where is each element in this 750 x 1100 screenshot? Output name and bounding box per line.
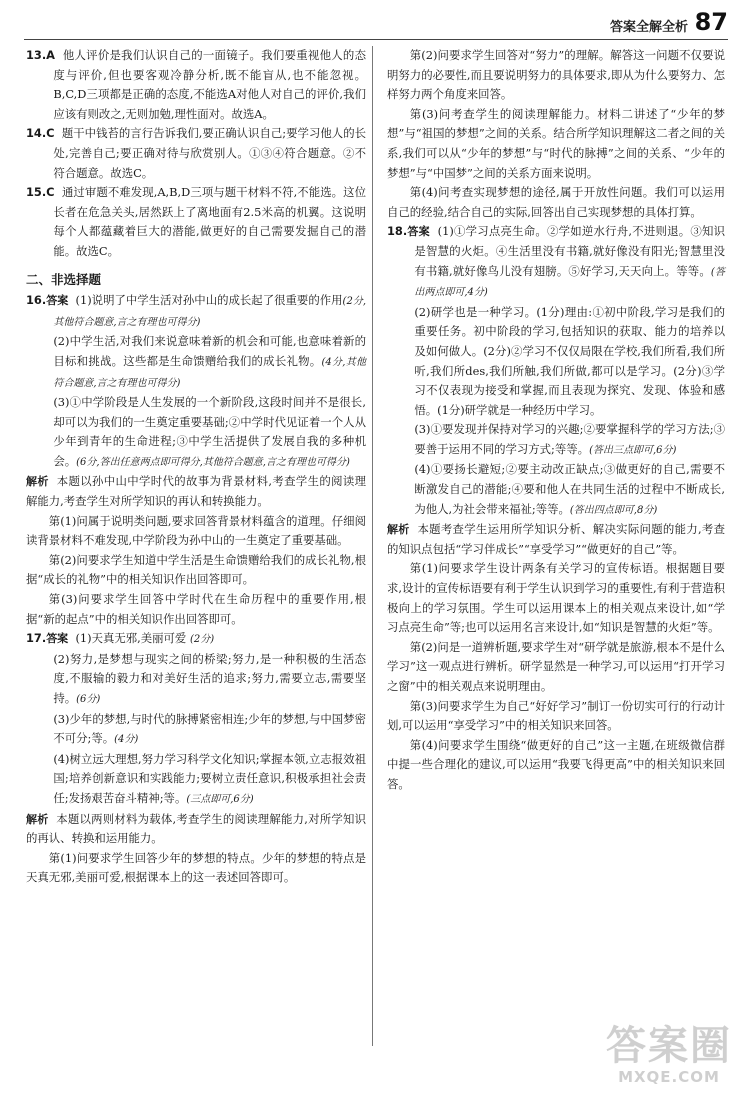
q17-analysis-p1: 第(1)问要求学生回答少年的梦想的特点。少年的梦想的特点是天真无邪,美丽可爱,根据课本上的这一表述回答即可。 <box>26 850 366 885</box>
q18-answer-1: 18.答案 (1)①学习点亮生命。②学如逆水行舟,不进则退。③知识是智慧的火炬。④生活里没有书籍,就好像没有阳光;智慧里没有书籍,就好像鸟儿没有翅膀。⑤好学习,天天向上。等等。(答出两点即可,4分) <box>387 224 726 299</box>
q18-analysis-p1: 第(1)问要求学生设计两条有关学习的宣传标语。根据题目要求,设计的宣传标语要有利于学生认识到学习的重要性,有利于营造积极向上的学习氛围。学生可以运用课本上的相关观点来设计,如“学习点亮生命”等;也可以运用名言来设计,如“知识是智慧的火炬”等。 <box>387 561 725 635</box>
watermark-logo-text: 答案圈 <box>606 1023 732 1069</box>
q17-answer-4: (4)树立远大理想,努力学习科学文化知识;掌握本领,立志报效祖国;培养创新意识和实践能力;要树立责任意识,积极承担社会责任;发扬艰苦奋斗精神;等。(三点即可,6分) <box>53 751 366 805</box>
answer-15: 15.C 通过审题不难发现,A,B,D三项与题干材料不符,不能选。这位长者在危急关头,居然跃上了离地面有2.5米高的机翼。这说明每个人都蕴藏着巨大的潜能,做更好的自己需要发掘自己的潜能。故选C。 <box>26 185 366 258</box>
q17-analysis: 解析 本题以两则材料为载体,考查学生的阅读理解能力,对所学知识的再认、转换和运用能力。 <box>26 811 366 846</box>
page-number: 87 <box>694 8 728 36</box>
watermark-url: MXQE.COM <box>618 1068 720 1086</box>
q18-analysis-p2: 第(2)问是一道辨析题,要求学生对“研学就是旅游,根本不是什么学习”这一观点进行辨析。研学显然是一种学习,可以运用“打开学习之窗”中的相关观点来说明理由。 <box>387 639 725 693</box>
q18-analysis-p4: 第(4)问要求学生围绕“做更好的自己”这一主题,在班级微信群中提一些合理化的建议,可以运用“我要飞得更高”中的相关知识来回答。 <box>387 737 725 791</box>
header-rule <box>24 39 728 40</box>
q18-analysis: 解析 本题考查学生运用所学知识分析、解决实际问题的能力,考查的知识点包括“学习伴成长”“享受学习”“做更好的自己”等。 <box>387 522 726 556</box>
section-title: 二、非选择题 <box>26 271 102 287</box>
header-title: 答案全解全析 <box>609 20 688 35</box>
q17-answer-2: (2)努力,是梦想与现实之间的桥梁;努力,是一种积极的生活态度,不服输的毅力和对美好生活的追求;努力,需要立志,需要坚持。(6分) <box>53 651 366 705</box>
q18-analysis-p3: 第(3)问要求学生为自己“好好学习”制订一份切实可行的行动计划,可以运用“享受学习”中的相关知识来回答。 <box>387 698 725 733</box>
q17-analysis-p4: 第(4)问考查实现梦想的途径,属于开放性问题。我们可以运用自己的经验,结合自己的实际,回答出自己实现梦想的具体打算。 <box>387 185 725 219</box>
q16-answer-3: (3)①中学阶段是人生发展的一个新阶段,这段时间并不是很长,却可以为我们的一生奠定重要基础;②中学时代见证着一个人从少年到青年的生命进程;③中学生活提供了发展自我的多种机会。(6分,答出任意两点即可得分,其他符合题意,言之有理也可得分) <box>53 395 366 468</box>
q16-analysis-p2: 第(2)问要求学生知道中学生活是生命馈赠给我们的成长礼物,根据“成长的礼物”中的相关知识作出回答即可。 <box>26 552 366 587</box>
page-header <box>0 0 750 40</box>
q17-answer-1: 17.答案 (1)天真无邪,美丽可爱 (2分) <box>26 631 215 646</box>
q16-answer-2: (2)中学生活,对我们来说意味着新的机会和可能,也意味着新的目标和挑战。这些都是生命馈赠给我们的成长礼物。(4分,其他符合题意,言之有理也可得分) <box>53 334 366 389</box>
q17-analysis-p3: 第(3)问考查学生的阅读理解能力。材料二讲述了“少年的梦想”与“祖国的梦想”之间的关系。结合所学知识理解这二者之间的关系,我们可以从“少年的梦想”与“时代的脉搏”之间的关系、“少年的梦想”与“中国梦”之间的关系方面来说明。 <box>387 106 725 180</box>
q16-analysis: 解析 本题以孙中山中学时代的故事为背景材料,考查学生的阅读理解能力,考查学生对所学知识的再认和转换能力。 <box>26 474 367 509</box>
q16-analysis-p1: 第(1)问属于说明类问题,要求回答背景材料蕴含的道理。仔细阅读背景材料不难发现,中学阶段为孙中山的一生奠定了重要基础。 <box>26 513 366 548</box>
column-divider <box>372 46 373 1046</box>
q17-analysis-p2: 第(2)问要求学生回答对“努力”的理解。解答这一问题不仅要说明努力的必要性,而且要说明努力的具体要求,即从为什么要努力、怎样努力两个角度来回答。 <box>387 48 725 102</box>
q16-analysis-p3: 第(3)问要求学生回答中学时代在生命历程中的重要作用,根据“新的起点”中的相关知识作出回答即可。 <box>26 592 366 626</box>
right-column <box>387 46 725 795</box>
left-column <box>26 46 366 888</box>
q18-answer-3: (3)①要发现并保持对学习的兴趣;②要掌握科学的学习方法;③要善于运用不同的学习方式;等等。(答出三点即可,6分) <box>414 422 725 456</box>
q18-answer-4: (4)①要扬长避短;②要主动改正缺点;③做更好的自己,需要不断激发自己的潜能;④要和他人在共同生活的过程中不断成长,为他人,为社会带来福祉;等等。(答出四点即可,8分) <box>414 462 725 516</box>
q16-answer-1: 16.答案 (1)说明了中学生活对孙中山的成长起了很重要的作用(2分,其他符合题意,言之有理也可得分) <box>26 293 367 328</box>
q18-answer-2: (2)研学也是一种学习。(1分)理由:①初中阶段,学习是我们的重要任务。初中阶段的学习,包括知识的获取、能力的培养以及如何做人。(2分)②学习不仅仅局限在学校,我们所看,我们所听,我们所des,我们所触,我们所做,都可以是学习。(2分)③学习不仅表现为接受和掌握,而且表现为探究、发现、体验和感悟。(1分)研学就是一种经历中学习。 <box>414 304 725 417</box>
q17-answer-3: (3)少年的梦想,与时代的脉搏紧密相连;少年的梦想,与中国梦密不可分;等。(4分) <box>53 711 366 746</box>
answer-14: 14.C 题干中钱苔的言行告诉我们,要正确认识自己;要学习他人的长处,完善自己;要正确对待与欣赏别人。①③④符合题意。②不符合题意。故选C。 <box>26 126 366 180</box>
answer-13: 13.A 他人评价是我们认识自己的一面镜子。我们要重视他人的态度与评价,但也要客观冷静分析,既不能盲从,也不能忽视。B,C,D三项都是正确的态度,不能选A对他人对自己的评价,我们应该有则改之,无则加勉,理性面对。故选A。 <box>26 48 366 121</box>
watermark <box>606 1024 732 1086</box>
